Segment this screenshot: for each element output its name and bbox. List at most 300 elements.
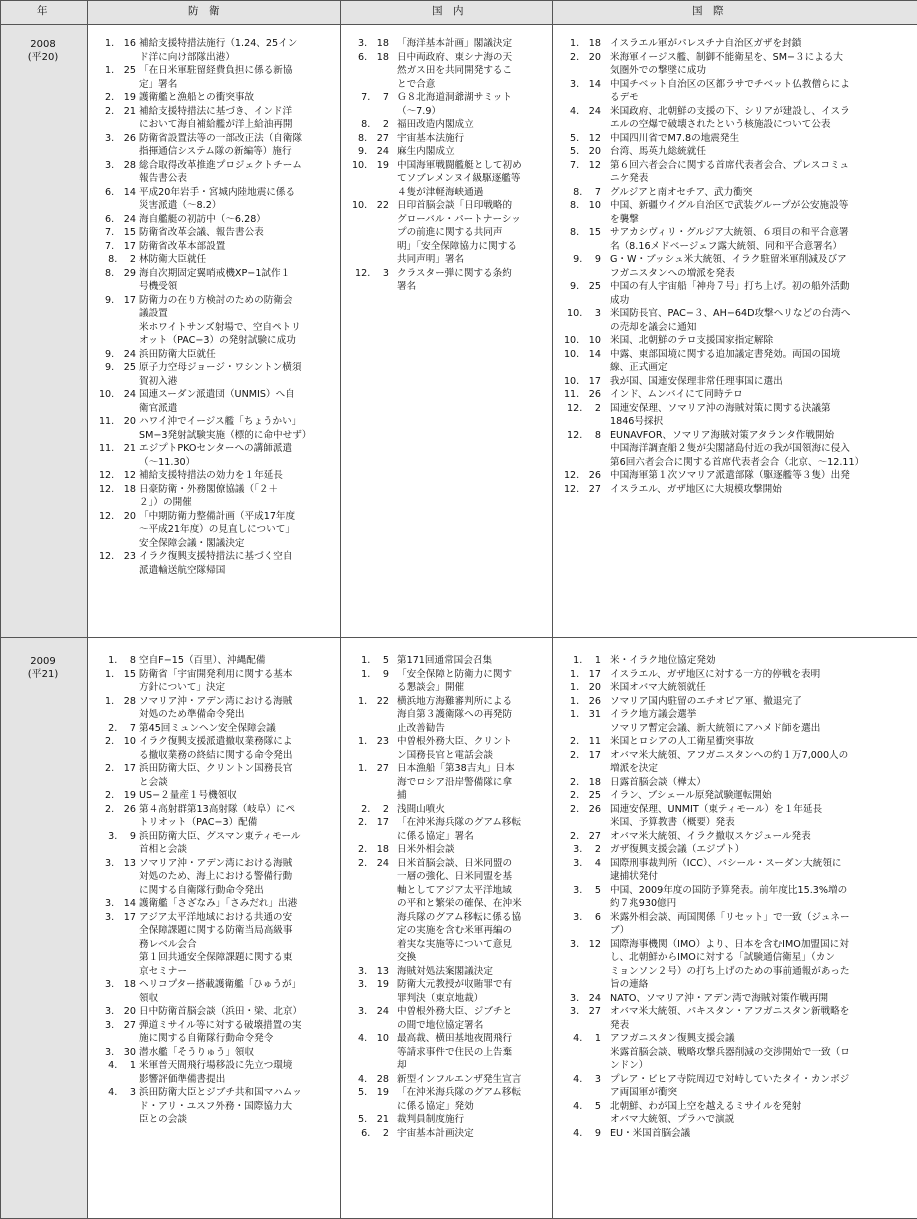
international-entry-text: 中国四川省でM7.8の地震発生 — [610, 132, 740, 144]
domestic-entry-date: 2. 17 — [358, 817, 389, 828]
defense-entry-text: 浜田防衛大臣、クリントン国務長官 — [139, 763, 293, 774]
defense-entry-date: 3. 18 — [105, 979, 136, 990]
international-entry-text: イラク地方議会選挙 — [610, 709, 697, 720]
domestic-entry-date: 10. 19 — [351, 159, 389, 171]
defense-entry-date: 3. 26 — [105, 132, 136, 144]
international-entry-text: グルジアと南オセチア、武力衝突 — [610, 186, 753, 198]
international-entry-text: オバマ米大統領、アフガニスタンへの約１万7,000人の — [610, 749, 849, 761]
international-entry-date: 2. 27 — [570, 830, 601, 842]
domestic-entry-text: 然ガス田を共同開発するこ — [397, 65, 513, 76]
defense-entry-text: 補給支援特措法に基づき、インド洋 — [139, 105, 293, 117]
defense-entry-text: 日豪防衛・外務閣僚協議（「２＋ — [139, 483, 279, 495]
defense-entry-text: イラク復興支援特措法に基づく空自 — [139, 551, 293, 562]
domestic-entry-text: 明」「安全保障協力に関する — [397, 240, 517, 252]
defense-entry-text: 対処のため、海上における警備行動 — [139, 871, 293, 882]
international-entry-text: を襲撃 — [610, 213, 639, 225]
domestic-entry-text: Ｇ８北海道洞爺湖サミット — [397, 92, 512, 103]
domestic-entry-date: 3. 19 — [358, 979, 389, 990]
domestic-entry-text: る懇談会」開催 — [397, 682, 465, 693]
defense-entry-date: 3. 14 — [105, 898, 136, 909]
domestic-entry-date: 3. 24 — [358, 1006, 389, 1017]
defense-entry-text: （～11.30） — [139, 456, 196, 468]
domestic-entry-text: 捕 — [397, 790, 407, 801]
international-entry-text: 米国、北朝鮮のテロ支援国家指定解除 — [610, 335, 774, 346]
international-entry-text: 北朝鮮、わが国上空を越えるミサイルを発射 — [610, 1100, 802, 1112]
year-number: 2008 — [30, 39, 56, 50]
international-entry-text: 米・イラク地位協定発効 — [610, 655, 716, 666]
defense-entry-text: アジア太平洋地域における共通の安 — [139, 911, 293, 923]
international-entry-text: EUNAVFOR、ソマリア海賊対策アタランタ作戦開始 — [610, 429, 835, 441]
defense-entry-date: 7. 15 — [105, 227, 136, 238]
defense-entry-text: る撤収業務の終結に関する命令発出 — [139, 749, 293, 761]
domestic-entry-date: 2. 24 — [358, 857, 389, 869]
domestic-entry-text: 定の実施を含む米軍再編の — [397, 925, 513, 936]
international-entry-date: 2. 20 — [570, 51, 601, 63]
defense-entry-text: 海自次期固定翼哨戒機XP−1試作１ — [139, 267, 291, 279]
defense-entry-date: 9. 17 — [105, 294, 136, 306]
international-entry-text: イスラエル、ガザ地区に対する一方的停戦を表明 — [610, 668, 821, 680]
international-entry-text: ブ） — [610, 925, 630, 936]
defense-entry-text: 施に関する自衛隊行動命令発令 — [139, 1033, 274, 1044]
domestic-entry-date: 1. 27 — [358, 763, 389, 774]
defense-entry-text: 領収 — [139, 992, 159, 1004]
international-entry-text: 中国海洋調査船２隻が尖閣諸島付近の我が国領海に侵入 — [610, 443, 850, 454]
international-entry-date: 1. 17 — [570, 668, 601, 680]
international-entry-text: 旨の連絡 — [610, 979, 649, 990]
defense-entry-text: 空自F−15（百里）、沖縄配備 — [139, 655, 266, 666]
domestic-entry-text: 麻生内閣成立 — [397, 146, 455, 157]
defense-entry-text: 防衛省「宇宙開発利用に関する基本 — [139, 668, 293, 680]
defense-entry-date: 9. 24 — [105, 348, 136, 360]
international-entry-text: プレア・ビヒア寺院周辺で対峙していたタイ・カンボジ — [610, 1073, 850, 1085]
international-entry-date: 2. 26 — [570, 803, 601, 815]
header-year: 年 — [37, 5, 48, 17]
international-entry-text: し、北朝鮮からIMOに対する「試験通信衛星」（カン — [610, 952, 835, 963]
international-entry-text: NATO、ソマリア沖・アデン湾で海賊対策作戦再開 — [610, 992, 829, 1004]
defense-entry-text: 弾道ミサイル等に対する破壊措置の実 — [139, 1019, 302, 1031]
international-entry-date: 3. 4 — [573, 857, 601, 869]
international-entry-date: 1. 1 — [573, 655, 601, 666]
domestic-entry-date: 6. 18 — [358, 51, 389, 63]
domestic-entry-date: 12. 3 — [354, 267, 389, 279]
domestic-entry-date: 9. 24 — [358, 146, 389, 157]
domestic-entry-text: 宇宙基本法施行 — [397, 132, 465, 144]
defense-entry-text: ソマリア沖・アデン湾における海賊 — [139, 857, 293, 869]
header-international: 国 際 — [692, 5, 724, 17]
domestic-entry-text: 着実な実施等について意見 — [397, 938, 512, 950]
defense-entry-text: 対処のため準備命令発出 — [139, 709, 245, 720]
year-number: 2009 — [30, 656, 56, 667]
international-entry-text: 国際刑事裁判所（ICC）、バシール・スーダン大統領に — [610, 857, 842, 869]
defense-entry-text: 「中期防衛力整備計画（平成17年度 — [139, 510, 296, 522]
international-entry-date: 4. 1 — [573, 1033, 601, 1044]
defense-entry-date: 7. 17 — [105, 240, 136, 252]
international-entry-text: 米露外相会談、両国関係「リセット」で一致（ジュネー — [610, 911, 850, 923]
international-entry-text: サアカシヴィリ・グルジア大統領、６項目の和平合意署 — [610, 227, 849, 238]
defense-entry-text: ヘリコプター搭載護衛艦「ひゅうが」 — [139, 979, 302, 990]
international-entry-text: インド、ムンバイにて同時テロ — [610, 389, 743, 400]
international-entry-date: 9. 9 — [573, 254, 601, 265]
international-entry-text: 我が国、国連安保理非常任理事国に選出 — [610, 375, 783, 387]
international-entry-text: ア両国軍が衝突 — [610, 1087, 678, 1098]
domestic-entry-date: 5. 19 — [358, 1087, 389, 1098]
defense-entry-text: 平成20年岩手・宮城内陸地震に係る — [139, 186, 296, 198]
international-entry-text: 米国政府、北朝鮮の支援の下、シリアが建設し、イスラ — [610, 105, 850, 117]
international-entry-text: の売却を議会に通知 — [610, 321, 697, 333]
defense-entry-text: 護衛艦「さざなみ」「さみだれ」出港 — [139, 898, 298, 909]
international-entry-text: 第6回六者会合に関する首席代表者会合（北京、～12.11） — [610, 456, 865, 468]
international-entry-date: 10. 10 — [563, 335, 601, 346]
international-entry-text: 国連安保理、UNMIT（東ティモール）を１年延長 — [610, 803, 823, 815]
defense-entry-text: 補給支援特措法の効力を１年延長 — [139, 470, 283, 481]
domestic-entry-text: 裁判員制度施行 — [397, 1114, 465, 1125]
international-entry-text: 米国オバマ大統領就任 — [610, 682, 706, 693]
international-entry-text: 中国、新疆ウイグル自治区で武装グループが公安施設等 — [610, 200, 849, 211]
domestic-entry-date: 1. 9 — [361, 668, 389, 680]
international-entry-date: 3. 2 — [573, 844, 601, 855]
domestic-entry-text: （～7.9） — [397, 105, 442, 117]
domestic-entry-date: 1. 5 — [361, 655, 389, 666]
international-entry-text: イスラエル軍がパレスチナ自治区ガザを封鎖 — [610, 38, 802, 49]
domestic-entry-text: 署名 — [397, 281, 417, 292]
international-entry-text: オバマ米大統領、イラク撤収スケジュール発表 — [610, 830, 811, 842]
international-entry-text: 中露、東部国境に関する追加議定書発効。両国の国境 — [610, 348, 841, 360]
international-entry-date: 10. 14 — [563, 348, 601, 360]
domestic-entry-date: 4. 10 — [358, 1033, 389, 1044]
defense-entry-text: 米軍普天間飛行場移設に先立つ環境 — [139, 1060, 293, 1071]
international-entry-date: 12. 26 — [563, 470, 601, 481]
defense-entry-date: 2. 26 — [105, 803, 136, 815]
international-entry-text: ンドン） — [610, 1060, 649, 1071]
international-entry-text: 増派を決定 — [610, 763, 658, 774]
international-entry-date: 3. 6 — [573, 911, 601, 923]
domestic-entry-text: ４隻が津軽海峡通過 — [397, 186, 484, 198]
domestic-entry-text: 中曽根外務大臣、クリント — [397, 736, 513, 747]
defense-entry-date: 1. 25 — [105, 65, 136, 76]
international-entry-text: 米露首脳会談、戦略攻撃兵器削減の交渉開始で一致（ロ — [610, 1046, 850, 1058]
year-era: (平21) — [27, 669, 59, 680]
defense-entry-text: イラク復興支援派遣撤収業務隊によ — [139, 736, 293, 747]
defense-entry-date: 12. 12 — [98, 470, 136, 481]
domestic-entry-text: 第171回通常国会召集 — [397, 655, 493, 666]
international-entry-text: イラン、ブシェール原発試験運転開始 — [610, 790, 772, 801]
header-domestic: 国 内 — [432, 5, 464, 17]
international-entry-date: 4. 24 — [570, 105, 601, 117]
defense-entry-date: 12. 23 — [98, 551, 136, 562]
year-era: (平20) — [27, 52, 59, 63]
defense-entry-date: 1. 16 — [105, 38, 136, 49]
defense-entry-date: 6. 14 — [105, 186, 136, 198]
domestic-entry-text: 新型インフルエンザ発生宣言 — [397, 1073, 522, 1085]
defense-entry-text: 「在日米軍駐留経費負担に係る新協 — [139, 65, 293, 76]
international-entry-date: 5. 20 — [570, 146, 601, 157]
defense-entry-date: 3. 27 — [105, 1019, 136, 1031]
domestic-entry-text: プの前進に関する共同声 — [397, 227, 503, 238]
international-entry-date: 8. 15 — [570, 227, 601, 238]
domestic-entry-text: 日印首脳会談「日印戦略的 — [397, 200, 513, 211]
defense-entry-date: 12. 18 — [98, 483, 136, 495]
defense-entry-text: 防衛力の在り方検討のための防衛会 — [139, 294, 293, 306]
international-entry-date: 2. 18 — [570, 776, 601, 788]
defense-entry-date: 1. 28 — [105, 695, 136, 707]
domestic-entry-text: 日中両政府、東シナ海の天 — [397, 51, 513, 63]
domestic-entry-date: 7. 7 — [361, 92, 389, 103]
international-entry-text: ソマリア暫定会議、新大統領にアハメド師を選出 — [610, 722, 821, 734]
international-entry-date: 3. 12 — [570, 938, 601, 950]
defense-entry-text: 影響評価準備書提出 — [139, 1073, 226, 1085]
international-entry-date: 10. 17 — [563, 375, 601, 387]
defense-entry-text: において海自補給艦が洋上給油再開 — [139, 119, 293, 130]
defense-entry-text: 米ホワイトサンズ射場で、空自ペトリ — [139, 321, 301, 333]
domestic-entry-text: 「在沖米海兵隊のグアム移転 — [397, 1087, 522, 1098]
domestic-entry-text: 福田改造内閣成立 — [397, 119, 474, 130]
domestic-entry-text: 却 — [397, 1060, 407, 1071]
defense-entry-text: 防衛省改革会議、報告書公表 — [139, 227, 264, 238]
defense-entry-text: 浜田防衛大臣とジブチ共和国マハムッ — [139, 1087, 302, 1098]
international-entry-date: 4. 3 — [573, 1073, 601, 1085]
defense-entry-text: トリオット（PAC−3）配備 — [139, 817, 258, 828]
defense-entry-date: 11. 21 — [98, 443, 136, 454]
defense-entry-text: 第45回ミュンヘン安全保障会議 — [139, 722, 276, 734]
domestic-entry-text: 日米首脳会談、日米同盟の — [397, 857, 513, 869]
defense-entry-text: に関する自衛隊行動命令発出 — [139, 884, 264, 896]
international-entry-text: ソマリア国内駐留のエチオピア軍、撤退完了 — [610, 695, 802, 707]
domestic-entry-date: 2. 18 — [358, 844, 389, 855]
defense-entry-date: 4. 3 — [108, 1087, 136, 1098]
domestic-entry-text: 「海洋基本計画」閣議決定 — [397, 38, 513, 49]
defense-entry-text: 国連スーダン派遣団（UNMIS）へ自 — [139, 389, 295, 400]
international-entry-text: エルの空爆で破壊されたという核施設について公表 — [610, 119, 831, 130]
international-entry-text: 成功 — [610, 294, 630, 306]
international-entry-date: 12. 2 — [566, 402, 601, 414]
domestic-entry-date: 5. 21 — [358, 1114, 389, 1125]
domestic-entry-text: 日米外相会談 — [397, 844, 455, 855]
defense-entry-date: 9. 25 — [105, 362, 136, 373]
international-entry-text: 1846号採択 — [610, 416, 664, 427]
international-entry-date: 12. 27 — [563, 483, 601, 495]
defense-entry-text: 報告書公表 — [139, 173, 187, 184]
defense-entry-text: 安全保障会議・閣議決定 — [139, 537, 245, 549]
defense-entry-text: ソマリア沖・アデン湾における海賊 — [139, 695, 293, 707]
international-entry-date: 8. 10 — [570, 200, 601, 211]
year-label-2008 — [13, 38, 73, 64]
international-entry-date: 8. 7 — [573, 186, 601, 198]
defense-entry-text: 賀初入港 — [139, 375, 178, 387]
domestic-entry-date: 8. 2 — [361, 119, 389, 130]
international-entry-text: 米国防長官、PAC−３、AH−64D攻撃ヘリなどの台湾へ — [610, 308, 851, 319]
international-entry-date: 2. 25 — [570, 790, 601, 801]
international-entry-text: 発表 — [610, 1019, 630, 1031]
international-entry-date: 1. 18 — [570, 38, 601, 49]
international-entry-text: 米海軍イージス艦、制御不能衛星を、SM−３による大 — [610, 51, 843, 63]
domestic-entry-text: てソブレメンヌイ級駆逐艦等 — [397, 173, 521, 184]
domestic-entry-text: 海賊対処法案閣議決定 — [397, 965, 493, 977]
defense-entry-text: 京セミナー — [139, 965, 187, 977]
international-entry-date: 3. 14 — [570, 78, 601, 90]
international-entry-text: G・W・ブッシュ米大統領、イラク駐留米軍削減及びア — [610, 254, 847, 265]
defense-entry-date: 2. 7 — [108, 722, 136, 734]
defense-entry-text: 首相と会談 — [139, 844, 187, 855]
domestic-entry-date: 1. 23 — [358, 736, 389, 747]
international-entry-text: イスラエル、ガザ地区に大規模攻撃開始 — [610, 483, 782, 495]
defense-entry-text: 臣との会談 — [139, 1114, 187, 1125]
defense-entry-text: 方針について」決定 — [139, 682, 226, 693]
international-entry-date: 3. 5 — [573, 884, 601, 896]
international-entry-date: 2. 17 — [570, 749, 601, 761]
domestic-entry-text: 防衛大元教授が収賄罪で有 — [397, 979, 513, 990]
defense-entry-date: 2. 19 — [105, 790, 136, 801]
defense-entry-date: 10. 24 — [98, 389, 136, 400]
defense-entry-text: 議設置 — [139, 308, 168, 319]
defense-entry-date: 8. 2 — [108, 254, 136, 265]
domestic-entry-text: 浅間山噴火 — [397, 803, 445, 815]
defense-entry-text: 派遣輸送航空隊帰国 — [139, 564, 226, 576]
international-entry-text: 日露首脳会談（樺太） — [610, 776, 706, 788]
defense-entry-date: 4. 1 — [108, 1060, 136, 1071]
defense-entry-text: 総合取得改革推進プロジェクトチーム — [139, 159, 302, 171]
international-entry-date: 1. 26 — [570, 695, 601, 707]
international-entry-date: 11. 26 — [563, 389, 601, 400]
defense-entry-text: 定」署名 — [139, 78, 178, 90]
international-entry-text: アフガニスタン復興支援会議 — [610, 1033, 735, 1044]
defense-entry-date: 3. 17 — [105, 911, 136, 923]
international-entry-text: フガニスタンへの増派を発表 — [610, 267, 735, 279]
defense-entry-text: 海自艦艇の初訪中（～6.28） — [139, 213, 266, 225]
international-entry-text: 中国チベット自治区の区都ラサでチベット仏教僧らによ — [610, 78, 850, 90]
defense-entry-date: 8. 29 — [105, 267, 136, 279]
defense-entry-date: 3. 13 — [105, 857, 136, 869]
defense-entry-text: ド洋に向け部隊出港） — [139, 51, 235, 63]
international-entry-text: 中国の有人宇宙船「神舟７号」打ち上げ。初の船外活動 — [610, 281, 850, 292]
defense-entry-text: 災害派遣（～8.2） — [139, 200, 222, 211]
domestic-entry-text: の間で地位協定署名 — [397, 1019, 484, 1031]
international-entry-text: 第６回六者会合に関する首席代表者会合、プレスコミュ — [610, 159, 849, 171]
international-entry-text: EU・米国首脳会議 — [610, 1127, 691, 1139]
domestic-entry-date: 1. 22 — [358, 695, 389, 707]
international-entry-date: 3. 27 — [570, 1006, 601, 1017]
domestic-entry-text: ン国務長官と電話会談 — [397, 749, 493, 761]
year-label-2009 — [13, 655, 73, 681]
defense-entry-text: 第４高射群第13高射隊（岐阜）にペ — [139, 803, 296, 815]
international-entry-text: オバマ大統領、プラハで演説 — [610, 1114, 735, 1125]
defense-entry-text: SM−3発射試験実施（標的に命中せず） — [139, 429, 312, 441]
international-entry-text: 逮捕状発付 — [610, 871, 658, 882]
domestic-entry-text: 「在沖米海兵隊のグアム移転 — [397, 817, 522, 828]
international-entry-date: 9. 25 — [570, 281, 601, 292]
defense-entry-date: 1. 8 — [108, 655, 136, 666]
domestic-entry-date: 4. 28 — [358, 1073, 389, 1085]
international-entry-text: 中国海軍第１次ソマリア派遣部隊（駆逐艦等３隻）出発 — [610, 470, 850, 481]
domestic-entry-text: 一層の強化、日米同盟を基 — [397, 871, 513, 882]
defense-entry-text: 全保障課題に関する防衛当局高級事 — [139, 925, 293, 936]
defense-entry-date: 2. 10 — [105, 736, 136, 747]
international-entry-text: 国連安保理、ソマリア沖の海賊対策に関する決議第 — [610, 402, 831, 414]
domestic-entry-text: 日本漁船「第38吉丸」日本 — [397, 763, 515, 774]
domestic-entry-text: 交換 — [397, 952, 417, 963]
international-entry-date: 10. 3 — [566, 308, 601, 319]
defense-entry-date: 6. 24 — [105, 213, 136, 225]
international-entry-text: 国際海事機関（IMO）より、日本を含むIMO加盟国に対 — [610, 938, 849, 950]
international-entry-text: オバマ米大統領、パキスタン・アフガニスタン新戦略を — [610, 1006, 850, 1017]
international-entry-date: 3. 24 — [570, 992, 601, 1004]
defense-entry-text: 潜水艦「そうりゅう」領収 — [139, 1046, 255, 1058]
domestic-entry-date: 2. 2 — [361, 803, 389, 815]
defense-entry-date: 2. 17 — [105, 763, 136, 774]
defense-entry-text: 務レベル会合 — [139, 938, 197, 950]
domestic-entry-text: の平和と繁栄の確保、在沖米 — [397, 898, 522, 909]
defense-entry-date: 2. 21 — [105, 105, 136, 117]
domestic-entry-text: 宇宙基本計画決定 — [397, 1127, 474, 1139]
domestic-entry-text: クラスター弾に関する条約 — [397, 267, 512, 279]
international-entry-date: 2. 11 — [570, 736, 601, 747]
defense-entry-date: 2. 19 — [105, 92, 136, 103]
defense-entry-text: 補給支援特措法施行（1.24、25イン — [139, 38, 298, 49]
domestic-entry-date: 3. 18 — [358, 38, 389, 49]
domestic-entry-text: 等請求事件で住民の上告棄 — [397, 1046, 513, 1058]
domestic-entry-date: 3. 13 — [358, 965, 389, 977]
defense-entry-date: 12. 20 — [98, 510, 136, 522]
international-entry-date: 5. 12 — [570, 132, 601, 144]
domestic-entry-text: とで合意 — [397, 78, 436, 90]
international-entry-text: るデモ — [610, 92, 639, 103]
defense-entry-date: 11. 20 — [98, 416, 136, 427]
defense-entry-text: 護衛艦と漁船との衝突事故 — [139, 92, 255, 103]
defense-entry-text: 浜田防衛大臣、グスマン東ティモール — [139, 830, 301, 842]
defense-entry-text: 号機受領 — [139, 281, 178, 292]
defense-entry-text: ～平成21年度）の見直しについて」 — [139, 524, 295, 535]
international-entry-text: ミョンソン２号）の打ち上げのための事前通報があった — [610, 965, 850, 977]
domestic-entry-text: 「安全保障と防衛力に関す — [397, 668, 513, 680]
defense-entry-text: エジプトPKOセンターへの講師派遣 — [139, 443, 293, 454]
international-entry-date: 12. 8 — [566, 429, 601, 441]
international-entry-date: 1. 20 — [570, 682, 601, 693]
international-entry-date: 1. 31 — [570, 709, 601, 720]
defense-entry-text: 指揮通信システム隊の新編等）施行 — [139, 146, 292, 157]
domestic-entry-text: 海兵隊のグアム移転に係る協 — [397, 911, 522, 923]
domestic-entry-text: に係る協定」発効 — [397, 1100, 474, 1112]
international-entry-text: 中国、2009年度の国防予算発表。前年度比15.3%増の — [610, 884, 848, 896]
domestic-entry-text: 罪判決（東京地裁） — [397, 992, 484, 1004]
domestic-entry-text: 海自第３護衛隊への再発防 — [397, 709, 513, 720]
international-entry-text: 名（8.16メドベージェフ露大統領、同和平合意署名） — [610, 240, 843, 252]
domestic-entry-text: に係る協定」署名 — [397, 830, 474, 842]
defense-entry-text: ハワイ沖でイージス艦「ちょうかい」 — [139, 416, 302, 427]
defense-entry-text: 原子力空母ジョージ・ワシントン横須 — [139, 362, 302, 373]
defense-entry-date: 3. 20 — [105, 1006, 136, 1017]
defense-entry-text: 防衛省改革本部設置 — [139, 240, 226, 252]
international-entry-text: 気圏外での撃墜に成功 — [610, 65, 706, 76]
international-entry-text: 米国、予算教書（概要）発表 — [610, 817, 735, 828]
domestic-entry-date: 6. 2 — [361, 1127, 389, 1139]
defense-entry-text: 浜田防衛大臣就任 — [139, 348, 216, 360]
domestic-entry-date: 8. 27 — [358, 132, 389, 144]
domestic-entry-text: 最高裁、横田基地夜間飛行 — [397, 1033, 513, 1044]
domestic-entry-text: 軸としてアジア太平洋地域 — [397, 884, 512, 896]
domestic-entry-text: 横浜地方海難審判所による — [397, 695, 513, 707]
defense-entry-text: と会談 — [139, 776, 168, 788]
international-entry-text: ガザ復興支援会議（エジプト） — [610, 844, 745, 855]
defense-entry-text: オット（PAC−3）の発射試験に成功 — [139, 335, 296, 346]
international-entry-text: 台湾、馬英九総統就任 — [610, 146, 706, 157]
defense-entry-text: ２」）の開催 — [139, 497, 192, 508]
domestic-entry-text: 共同声明」署名 — [397, 254, 465, 265]
defense-entry-date: 3. 28 — [105, 159, 136, 171]
domestic-entry-text: 海でロシア沿岸警備隊に拿 — [397, 776, 513, 788]
domestic-entry-text: 中国海軍戦闘艦艇として初め — [397, 159, 522, 171]
international-entry-text: ニケ発表 — [610, 173, 649, 184]
international-entry-text: 約７兆930億円 — [610, 898, 677, 909]
defense-entry-text: ド・アリ・ユスフ外務・国際協力大 — [139, 1100, 293, 1112]
